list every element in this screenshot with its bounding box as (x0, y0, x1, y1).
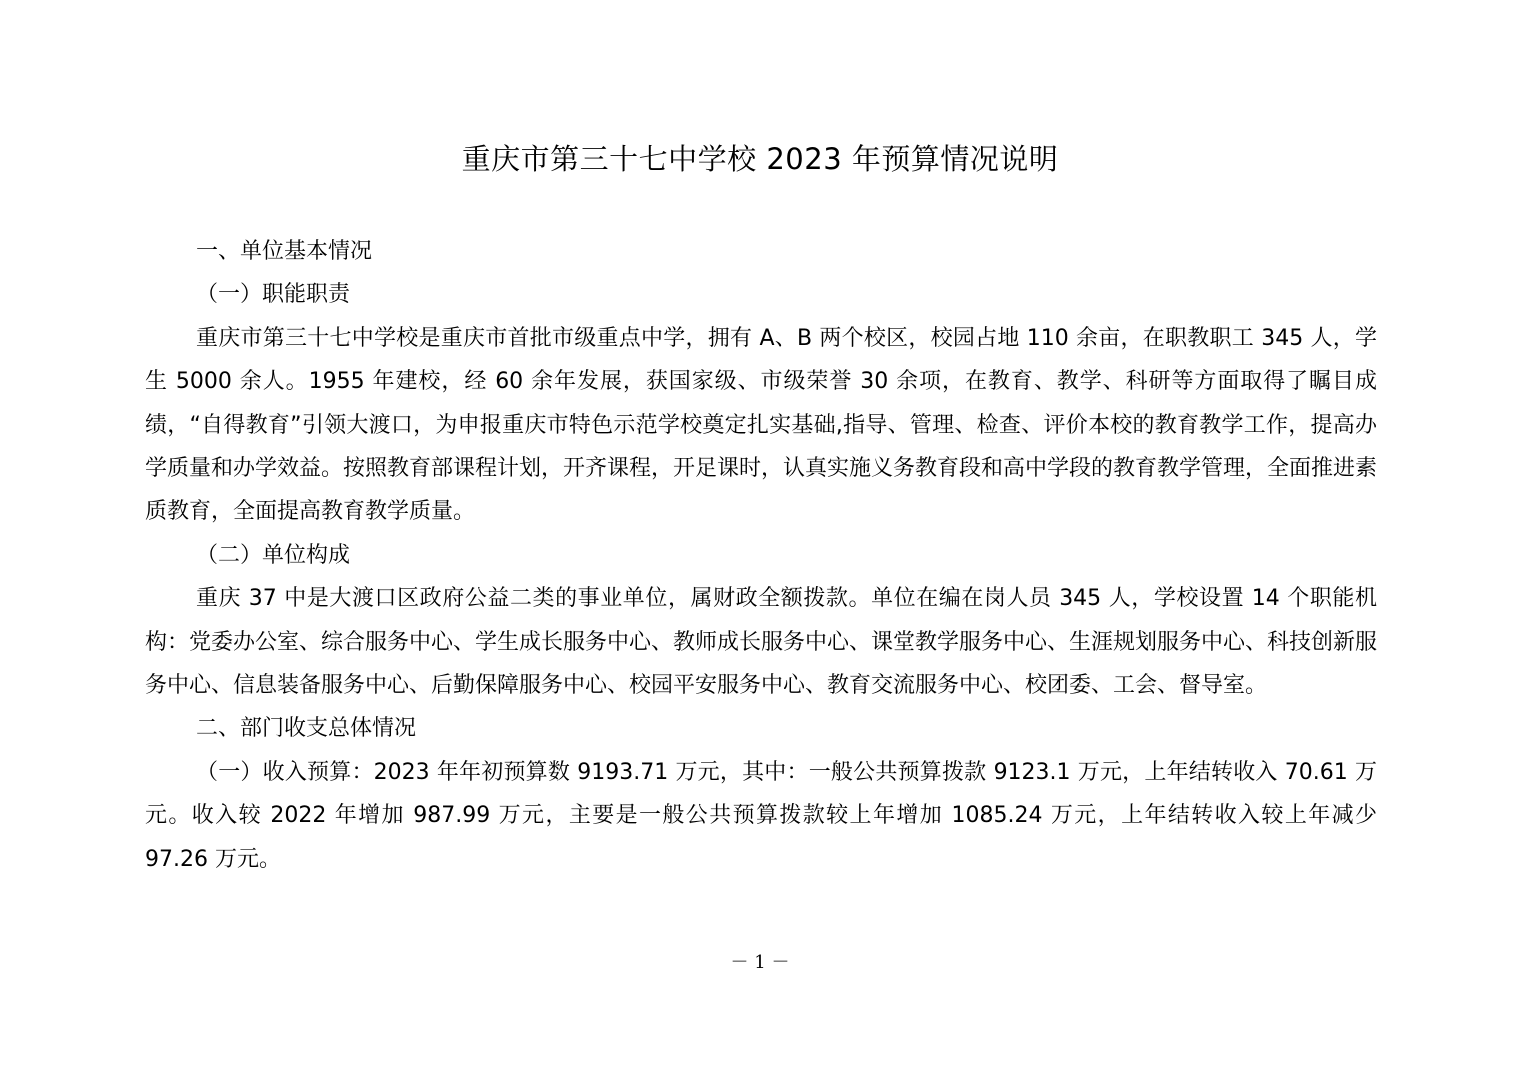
subsection-heading-composition: （二）单位构成 (196, 542, 351, 568)
section-heading-budget-overview: 二、部门收支总体情况 (196, 716, 417, 742)
document-title: 重庆市第三十七中学校 2023 年预算情况说明 (461, 142, 1059, 176)
page-number: － 1 － (730, 952, 790, 973)
paragraph-income-budget: （一）收入预算：2023 年年初预算数 9193.71 万元，其中：一般公共预算拨款 9123.1 万元，上年结转收入 70.61 万元。收入较 2022 年增加 987.99 万元，主要是一般公共预算拨款较上年增加 1085.24 万元，上年结转收入较上年减少 97.26 万元。 (145, 759, 1377, 872)
subsection-heading-functions: （一）职能职责 (196, 282, 351, 308)
document-body (145, 230, 1377, 881)
paragraph-functions: 重庆市第三十七中学校是重庆市首批市级重点中学，拥有 A、B 两个校区，校园占地 110 余亩，在职教职工 345 人，学生 5000 余人。1955 年建校，经 60 余年发展，获国家级、市级荣誉 30 余项，在教育、教学、科研等方面取得了瞩目成绩，“自得教育”引领大渡口，为申报重庆市特色示范学校奠定扎实基础,指导、管理、检查、评价本校的教育教学工作，提高办学质量和办学效益。按照教育部课程计划，开齐课程，开足课时，认真实施义务教育段和高中学段的教育教学管理，全面推进素质教育，全面提高教育教学质量。 (145, 325, 1378, 525)
section-heading-basic-info: 一、单位基本情况 (196, 239, 373, 264)
paragraph-composition: 重庆 37 中是大渡口区政府公益二类的事业单位，属财政全额拨款。单位在编在岗人员 345 人，学校设置 14 个职能机构：党委办公室、综合服务中心、学生成长服务中心、教师成长服务中心、课堂教学服务中心、生涯规划服务中心、科技创新服务中心、信息装备服务中心、后勤保障服务中心、校园平安服务中心、教育交流服务中心、校团委、工会、督导室。 (145, 586, 1378, 699)
